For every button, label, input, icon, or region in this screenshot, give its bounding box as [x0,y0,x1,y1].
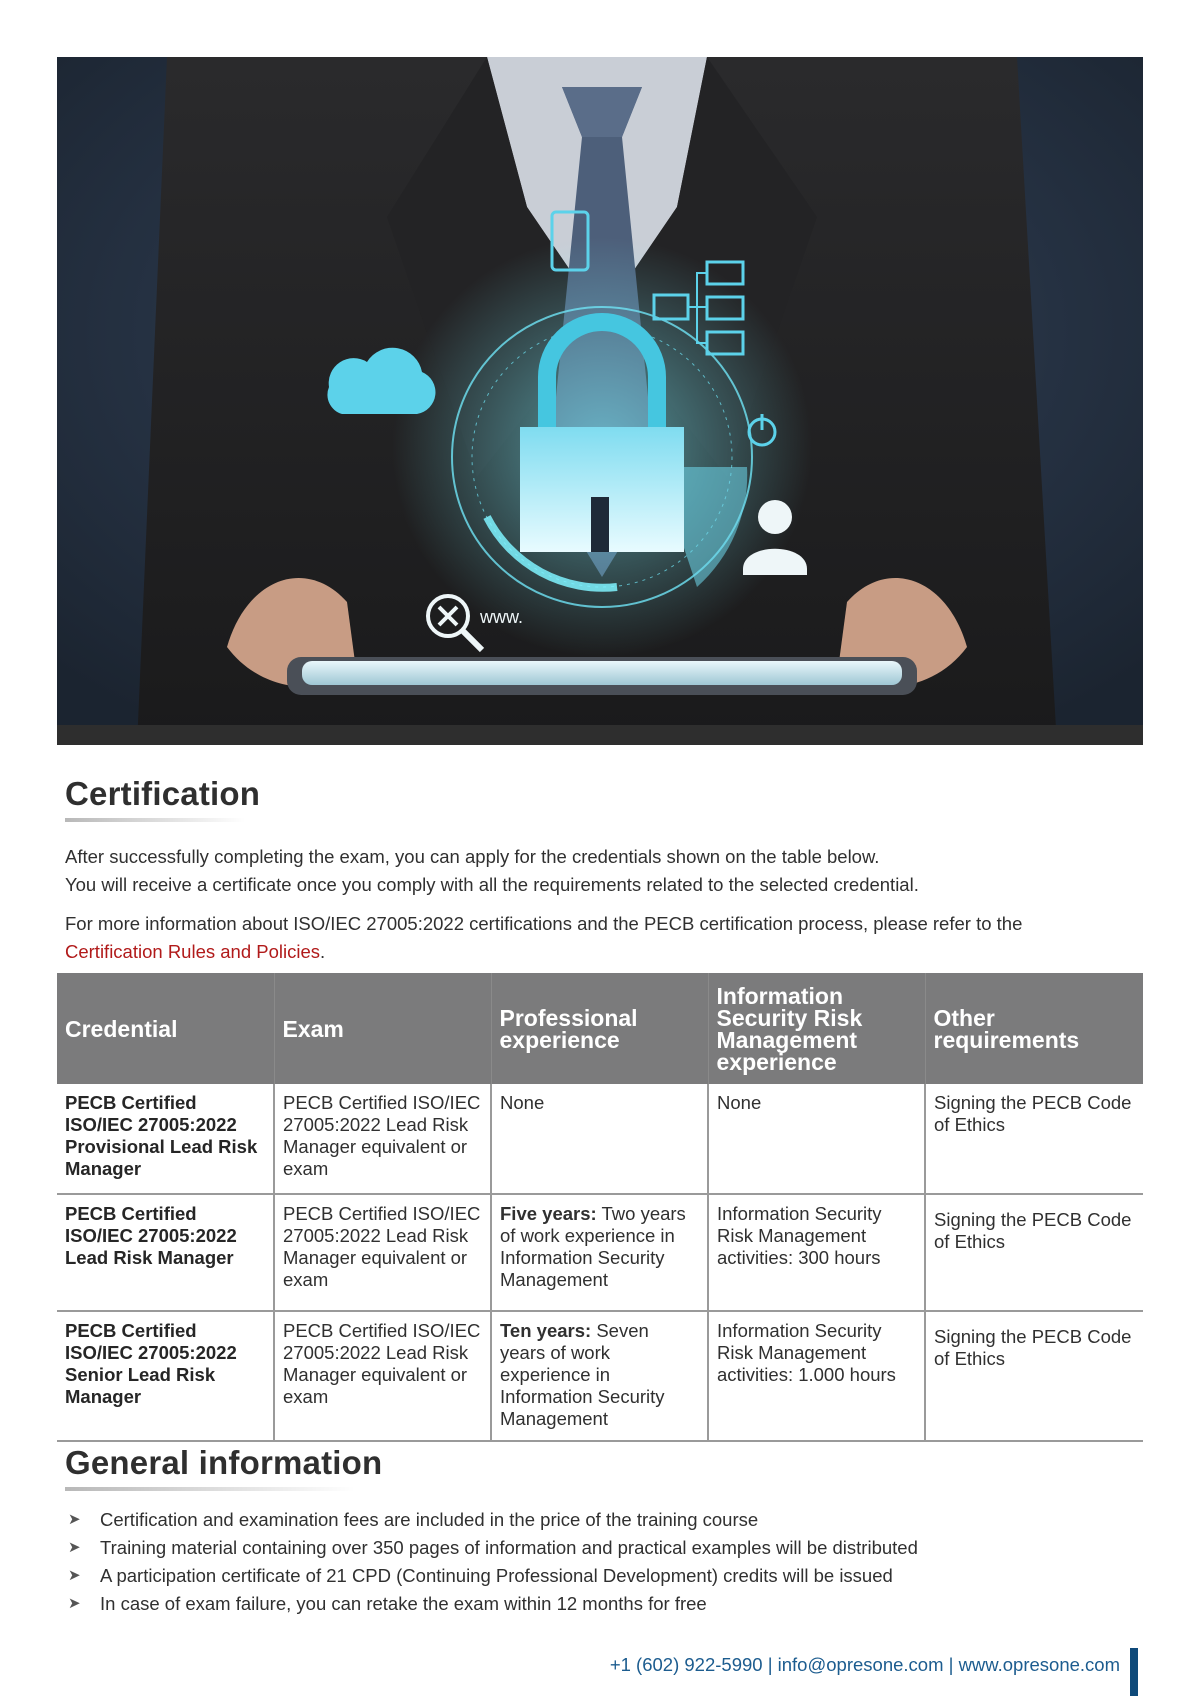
cell-isrm-experience: Information Security Risk Management activities: 300 hours [708,1194,925,1311]
hero-bottom-strip [57,725,1143,745]
general-information-title-underline [65,1487,355,1491]
certification-more-info [65,910,1140,966]
arrowhead-bullet-icon: ➤ [68,1511,81,1528]
more-info-period: . [320,941,326,962]
header-professional-experience: Professional experience [491,973,708,1084]
cell-credential: PECB Certified ISO/IEC 27005:2022 Provisional Lead Risk Manager [57,1084,274,1194]
general-information-title: General information [65,1444,383,1481]
hero-www-text: www. [480,607,524,627]
list-item [65,1534,918,1562]
footer-contact: +1 (602) 922-5990 | info@opresone.com | www.opresone.com [609,1654,1120,1675]
cell-other-requirements: Signing the PECB Code of Ethics [925,1084,1143,1194]
list-item [65,1562,918,1590]
certification-intro-line2: You will receive a certificate once you comply with all the requirements related to the selected credential. [65,874,919,895]
table-row [57,1311,1143,1441]
cell-professional-experience [491,1084,708,1194]
certification-title-underline [65,818,245,822]
more-info-text: For more information about ISO/IEC 27005:2022 certifications and the PECB certification process, please refer to the [65,913,1023,934]
experience-lead: Five years: [500,1203,597,1224]
cell-exam: PECB Certified ISO/IEC 27005:2022 Lead Risk Manager equivalent or exam [274,1311,491,1441]
experience-detail: Seven years of work experience in Information Security Management [500,1320,665,1429]
credentials-table [57,973,1143,1442]
arrowhead-bullet-icon: ➤ [68,1539,81,1556]
list-item-text: Training material containing over 350 pages of information and practical examples will be distributed [100,1537,918,1558]
certification-title: Certification [65,775,261,812]
list-item [65,1590,918,1618]
cell-isrm-experience: Information Security Risk Management activities: 1.000 hours [708,1311,925,1441]
cell-credential: PECB Certified ISO/IEC 27005:2022 Senior Lead Risk Manager [57,1311,274,1441]
footer-accent-bar [1130,1648,1138,1696]
hero-image [57,57,1143,745]
cell-other-requirements: Signing the PECB Code of Ethics [925,1311,1143,1441]
cell-other-requirements: Signing the PECB Code of Ethics [925,1194,1143,1311]
list-item [65,1506,918,1534]
certification-intro-line1: After successfully completing the exam, you can apply for the credentials shown on the table below. [65,846,880,867]
arrowhead-bullet-icon: ➤ [68,1567,81,1584]
experience-detail: Two years of work experience in Information Security Management [500,1203,686,1290]
list-item-text: Certification and examination fees are included in the price of the training course [100,1509,759,1530]
header-isrm-experience: Information Security Risk Management experience [708,973,925,1084]
cell-professional-experience [491,1311,708,1441]
cell-credential: PECB Certified ISO/IEC 27005:2022 Lead Risk Manager [57,1194,274,1311]
table-header-row [57,973,1143,1084]
cell-isrm-experience: None [708,1084,925,1194]
header-credential: Credential [57,973,274,1084]
cell-professional-experience [491,1194,708,1311]
header-exam: Exam [274,973,491,1084]
experience-lead: Ten years: [500,1320,592,1341]
arrowhead-bullet-icon: ➤ [68,1595,81,1612]
header-other-requirements: Other requirements [925,973,1143,1084]
table-row [57,1194,1143,1311]
list-item-text: In case of exam failure, you can retake the exam within 12 months for free [100,1593,707,1614]
experience-detail: None [500,1092,545,1113]
table-row [57,1084,1143,1194]
general-information-list [65,1506,918,1618]
cell-exam: PECB Certified ISO/IEC 27005:2022 Lead Risk Manager equivalent or exam [274,1084,491,1194]
certification-intro [65,843,1140,899]
cell-exam: PECB Certified ISO/IEC 27005:2022 Lead Risk Manager equivalent or exam [274,1194,491,1311]
certification-rules-link[interactable]: Certification Rules and Policies [65,941,321,962]
list-item-text: A participation certificate of 21 CPD (Continuing Professional Development) credits will be issued [100,1565,893,1586]
